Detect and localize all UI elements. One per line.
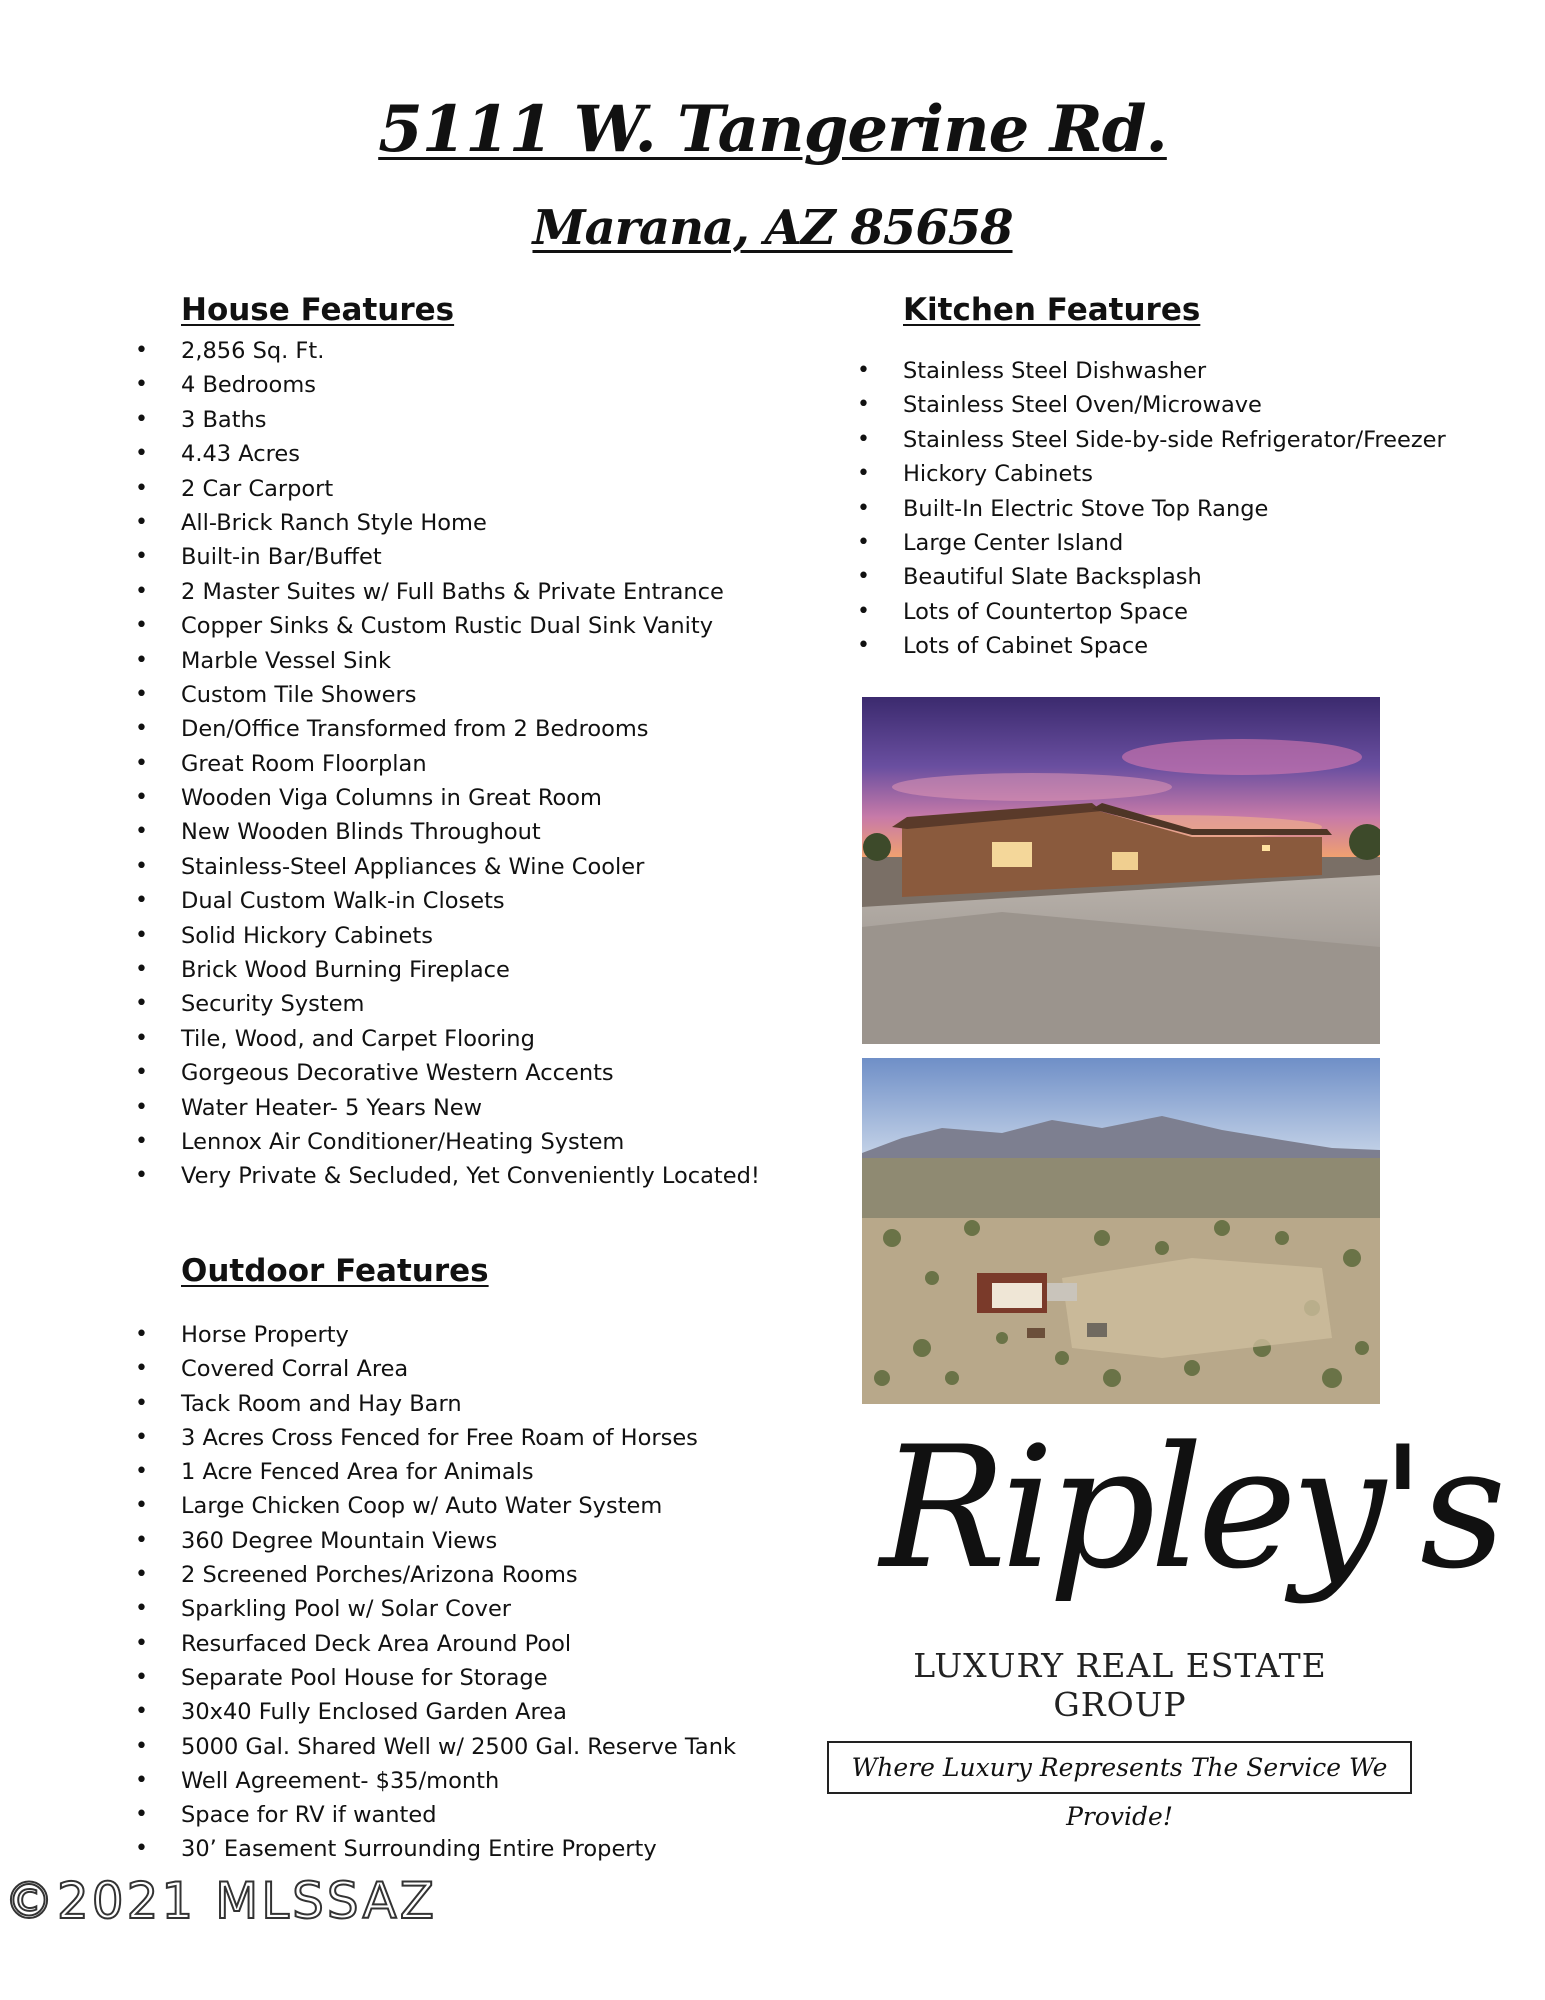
- feature-item: • Tile, Wood, and Carpet Flooring: [181, 1022, 760, 1056]
- feature-item: • 2 Car Carport: [181, 472, 760, 506]
- feature-item: • Wooden Viga Columns in Great Room: [181, 781, 760, 815]
- feature-item: • Solid Hickory Cabinets: [181, 919, 760, 953]
- feature-item: • Built-In Electric Stove Top Range: [903, 492, 1446, 526]
- house-features-heading: House Features: [181, 292, 455, 328]
- aerial-property-photo: [862, 1058, 1380, 1404]
- feature-item: • Separate Pool House for Storage: [181, 1661, 736, 1695]
- feature-item: • Hickory Cabinets: [903, 457, 1446, 491]
- feature-item: • 2 Master Suites w/ Full Baths & Private Entrance: [181, 575, 760, 609]
- feature-item: • Stainless-Steel Appliances & Wine Cooler: [181, 850, 760, 884]
- kitchen-features-heading: Kitchen Features: [903, 292, 1201, 328]
- feature-item: • Lennox Air Conditioner/Heating System: [181, 1125, 760, 1159]
- outdoor-features-list: [181, 1318, 736, 1867]
- feature-item: • Horse Property: [181, 1318, 736, 1352]
- feature-item: • Water Heater- 5 Years New: [181, 1091, 760, 1125]
- mls-watermark: ©2021 MLSSAZ: [4, 1872, 437, 1930]
- feature-item: • Large Center Island: [903, 526, 1446, 560]
- feature-item: • 3 Baths: [181, 403, 760, 437]
- feature-item: • Marble Vessel Sink: [181, 644, 760, 678]
- feature-item: • Beautiful Slate Backsplash: [903, 560, 1446, 594]
- feature-item: • 1 Acre Fenced Area for Animals: [181, 1455, 736, 1489]
- feature-item: • Sparkling Pool w/ Solar Cover: [181, 1592, 736, 1626]
- feature-item: • Well Agreement- $35/month: [181, 1764, 736, 1798]
- feature-item: • Stainless Steel Oven/Microwave: [903, 388, 1446, 422]
- feature-item: • 2 Screened Porches/Arizona Rooms: [181, 1558, 736, 1592]
- address-line-1: 5111 W. Tangerine Rd.: [378, 92, 1167, 167]
- feature-item: • Space for RV if wanted: [181, 1798, 736, 1832]
- feature-item: • Dual Custom Walk-in Closets: [181, 884, 760, 918]
- feature-item: • 4.43 Acres: [181, 437, 760, 471]
- feature-item: • Lots of Cabinet Space: [903, 629, 1446, 663]
- feature-item: • 2,856 Sq. Ft.: [181, 334, 760, 368]
- kitchen-features-list: [903, 354, 1446, 664]
- feature-item: • Large Chicken Coop w/ Auto Water System: [181, 1489, 736, 1523]
- house-features-list: [181, 334, 760, 1194]
- feature-item: • Stainless Steel Side-by-side Refrigerator/Freezer: [903, 423, 1446, 457]
- outdoor-features-heading: Outdoor Features: [181, 1253, 489, 1289]
- feature-item: • Very Private & Secluded, Yet Conveniently Located!: [181, 1159, 760, 1193]
- feature-item: • Covered Corral Area: [181, 1352, 736, 1386]
- feature-item: • Stainless Steel Dishwasher: [903, 354, 1446, 388]
- logo-script-text: Ripley's: [880, 1410, 1501, 1606]
- feature-item: • 4 Bedrooms: [181, 368, 760, 402]
- feature-item: • New Wooden Blinds Throughout: [181, 815, 760, 849]
- logo-subtitle: LUXURY REAL ESTATE GROUP: [913, 1646, 1327, 1724]
- feature-item: • 5000 Gal. Shared Well w/ 2500 Gal. Reserve Tank: [181, 1730, 736, 1764]
- feature-item: • Lots of Countertop Space: [903, 595, 1446, 629]
- feature-item: • All-Brick Ranch Style Home: [181, 506, 760, 540]
- tagline: Where Luxury Represents The Service We Provide!: [827, 1741, 1412, 1794]
- feature-item: • 30’ Easement Surrounding Entire Property: [181, 1832, 736, 1866]
- feature-item: • 360 Degree Mountain Views: [181, 1524, 736, 1558]
- feature-item: • Built-in Bar/Buffet: [181, 540, 760, 574]
- feature-item: • 30x40 Fully Enclosed Garden Area: [181, 1695, 736, 1729]
- feature-item: • Copper Sinks & Custom Rustic Dual Sink Vanity: [181, 609, 760, 643]
- feature-item: • Custom Tile Showers: [181, 678, 760, 712]
- feature-item: • Great Room Floorplan: [181, 747, 760, 781]
- feature-item: • Gorgeous Decorative Western Accents: [181, 1056, 760, 1090]
- ripleys-logo: [880, 1410, 1501, 1724]
- feature-item: • Den/Office Transformed from 2 Bedrooms: [181, 712, 760, 746]
- feature-item: • Brick Wood Burning Fireplace: [181, 953, 760, 987]
- address-line-2: Marana, AZ 85658: [532, 200, 1013, 256]
- feature-item: • Security System: [181, 987, 760, 1021]
- feature-item: • Resurfaced Deck Area Around Pool: [181, 1627, 736, 1661]
- house-exterior-photo: [862, 697, 1380, 1044]
- feature-item: • Tack Room and Hay Barn: [181, 1387, 736, 1421]
- feature-item: • 3 Acres Cross Fenced for Free Roam of Horses: [181, 1421, 736, 1455]
